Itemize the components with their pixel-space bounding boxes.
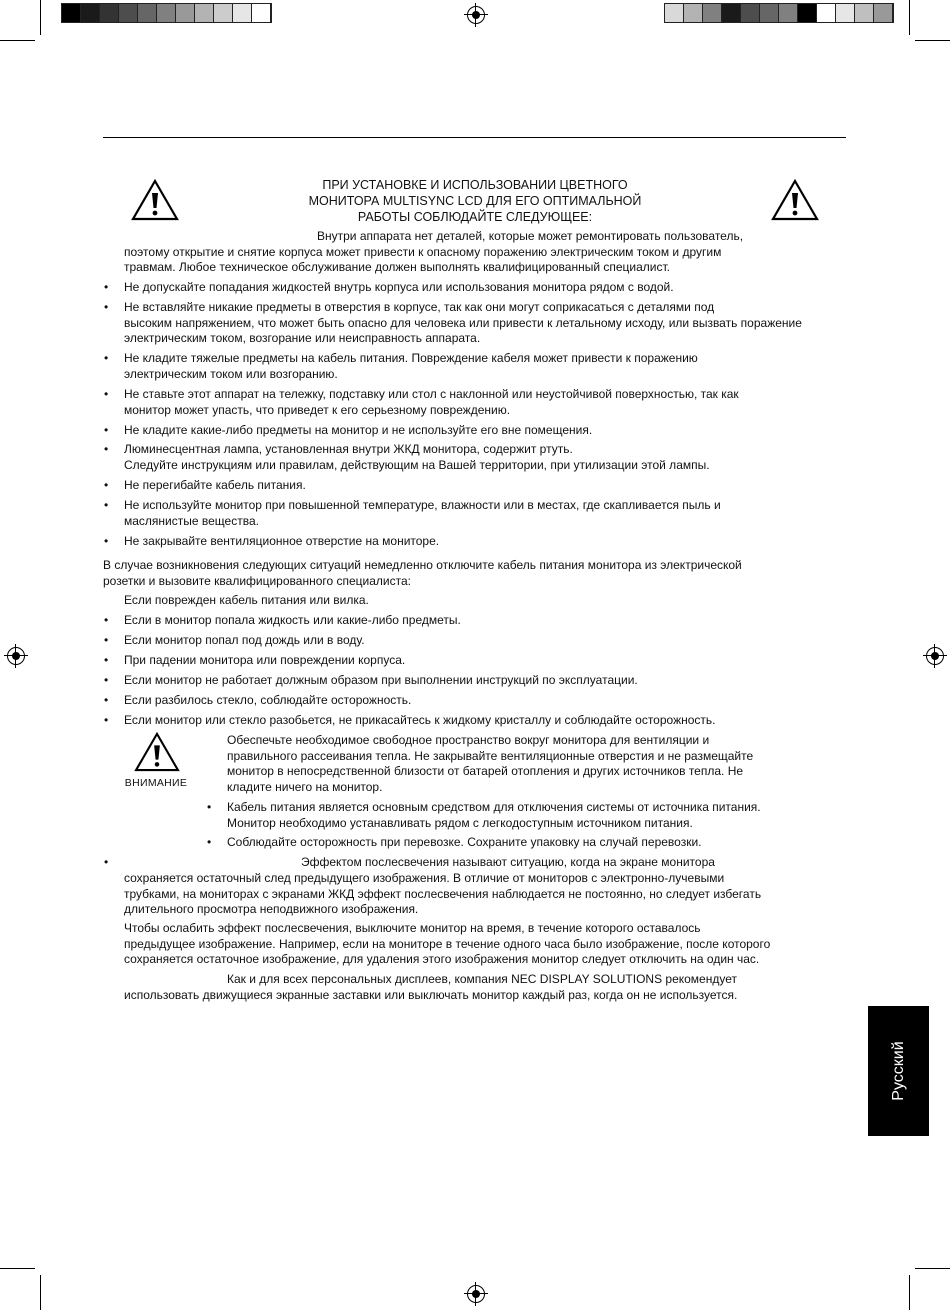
page-title: ПРИ УСТАНОВКЕ И ИСПОЛЬЗОВАНИИ ЦВЕТНОГО МОНИТОРА MULTISYNC LCD ДЛЯ ЕГО ОПТИМАЛЬНОЙ РАБОТЫ СОБЛЮДАЙТЕ СЛЕДУЮЩЕЕ:	[308, 178, 642, 224]
bullet-dot: •	[104, 280, 109, 294]
crop-mark	[909, 1275, 910, 1310]
crop-mark	[0, 40, 35, 41]
bullet-dot: •	[104, 442, 109, 456]
bullet-dot: •	[104, 351, 109, 365]
color-calibration-strip-left	[61, 3, 272, 23]
language-tab-label: Русский	[889, 1041, 907, 1101]
warning-triangle-icon	[134, 732, 180, 772]
intro-line: Внутри аппарата нет деталей, которые может ремонтировать пользователь,	[317, 229, 744, 243]
color-swatch	[233, 4, 252, 22]
afterimage-line: Эффектом послесвечения называют ситуацию, когда на экране монитора	[301, 855, 715, 869]
color-swatch	[138, 4, 157, 22]
color-swatch	[874, 4, 893, 22]
color-swatch	[157, 4, 176, 22]
color-swatch	[176, 4, 195, 22]
color-swatch	[62, 4, 81, 22]
caution-item: Соблюдайте осторожность при перевозке. Сохраните упаковку на случай перевозки.	[227, 835, 702, 849]
warning-triangle-icon	[771, 179, 819, 221]
header-rule	[103, 137, 846, 138]
emergency-item: Если монитор или стекло разобьется, не прикасайтесь к жидкому кристаллу и соблюдайте осторожность.	[124, 713, 716, 727]
bullet-dot: •	[104, 300, 109, 314]
list-item: Не допускайте попадания жидкостей внутрь корпуса или использования монитора рядом с водой.	[124, 280, 674, 294]
emergency-paragraph: В случае возникновения следующих ситуаций немедленно отключите кабель питания монитора из электрической розетки и вызовите квалифицированного специалиста:	[103, 558, 742, 588]
intro-line: травмам. Любое техническое обслуживание должен выполнять квалифицированный специалист.	[124, 260, 670, 274]
color-swatch	[798, 4, 817, 22]
color-swatch	[665, 4, 684, 22]
color-swatch	[100, 4, 119, 22]
color-swatch	[836, 4, 855, 22]
bullet-dot: •	[104, 653, 109, 667]
list-item: Не кладите тяжелые предметы на кабель питания. Повреждение кабеля может привести к поражению электрическим током или возгоранию.	[124, 351, 698, 381]
color-swatch	[703, 4, 722, 22]
crop-mark	[915, 40, 950, 41]
bullet-dot: •	[207, 800, 212, 814]
crop-mark	[909, 0, 910, 35]
color-swatch	[195, 4, 214, 22]
afterimage-line: использовать движущиеся экранные заставки или выключать монитор каждый раз, когда он не используется.	[124, 988, 738, 1002]
color-swatch	[855, 4, 874, 22]
warning-triangle-icon	[131, 179, 179, 221]
emergency-item: Если в монитор попала жидкость или какие-либо предметы.	[124, 613, 461, 627]
color-swatch	[722, 4, 741, 22]
bullet-dot: •	[104, 387, 109, 401]
list-item: Не используйте монитор при повышенной температуре, влажности или в местах, где скапливается пыль и маслянистые вещества.	[124, 498, 721, 528]
bullet-dot: •	[104, 673, 109, 687]
registration-mark-icon	[926, 647, 944, 665]
registration-mark-icon	[7, 647, 25, 665]
afterimage-paragraph: Чтобы ослабить эффект послесвечения, выключите монитор на время, в течение которого оставалось предыдущее изображение. Например, если на мониторе в течение одного часа было изображение, после которого сохраняется остаточное изображение, для удаления этого изображения монитор следует отключить на один час.	[124, 921, 771, 966]
emergency-item: Если поврежден кабель питания или вилка.	[124, 593, 369, 607]
color-swatch	[252, 4, 271, 22]
bullet-dot: •	[104, 713, 109, 727]
color-swatch	[81, 4, 100, 22]
color-swatch	[214, 4, 233, 22]
emergency-item: Если монитор не работает должным образом при выполнении инструкций по эксплуатации.	[124, 673, 638, 687]
list-item: Не вставляйте никакие предметы в отверстия в корпусе, так как они могут соприкасаться с деталями под высоким напряжением, что может быть опасно для человека или привести к летальному исходу, или вызвать поражение электрическим током, возгорание или неисправность аппарата.	[124, 300, 802, 345]
bullet-dot: •	[104, 613, 109, 627]
bullet-dot: •	[104, 855, 109, 869]
color-swatch	[817, 4, 836, 22]
crop-mark	[40, 0, 41, 35]
bullet-dot: •	[104, 693, 109, 707]
registration-mark-icon	[467, 6, 485, 24]
intro-line: поэтому открытие и снятие корпуса может привести к опасному поражению электрическим током и другим	[124, 245, 722, 259]
list-item: Не ставьте этот аппарат на тележку, подставку или стол с наклонной или неустойчивой поверхностью, так как монитор может упасть, что приведет к его серьезному повреждению.	[124, 387, 739, 417]
bullet-dot: •	[104, 534, 109, 548]
list-item: Не закрывайте вентиляционное отверстие на мониторе.	[124, 534, 440, 548]
crop-mark	[915, 1268, 950, 1269]
bullet-dot: •	[104, 633, 109, 647]
color-swatch	[741, 4, 760, 22]
crop-mark	[40, 1275, 41, 1310]
color-swatch	[760, 4, 779, 22]
registration-mark-icon	[467, 1285, 485, 1303]
afterimage-line: Как и для всех персональных дисплеев, компания NEC DISPLAY SOLUTIONS рекомендует	[227, 972, 737, 986]
list-item: Не кладите какие-либо предметы на монитор и не используйте его вне помещения.	[124, 423, 593, 437]
caution-paragraph: Обеспечьте необходимое свободное пространство вокруг монитора для вентиляции и правильного рассеивания тепла. Не закрывайте вентиляционные отверстия и не размещайте монитор в непосредственной близости от батарей отопления и других источников тепла. Не кладите ничего на монитор.	[227, 733, 754, 794]
color-swatch	[119, 4, 138, 22]
caution-label: ВНИМАНИЕ	[124, 777, 188, 789]
caution-item: Кабель питания является основным средством для отключения системы от источника питания. Монитор необходимо устанавливать рядом с легкодоступным источником питания.	[227, 800, 761, 830]
afterimage-paragraph: сохраняется остаточный след предыдущего изображения. В отличие от мониторов с электронно-лучевыми трубками, на мониторах с экранами ЖКД эффект послесвечения наблюдается не постоянно, но следует избегать длительного просмотра неподвижного изображения.	[124, 871, 762, 916]
emergency-item: При падении монитора или повреждении корпуса.	[124, 653, 406, 667]
color-swatch	[779, 4, 798, 22]
bullet-dot: •	[207, 835, 212, 849]
color-calibration-strip-right	[664, 3, 894, 23]
emergency-item: Если разбилось стекло, соблюдайте осторожность.	[124, 693, 412, 707]
emergency-item: Если монитор попал под дождь или в воду.	[124, 633, 365, 647]
list-item: Не перегибайте кабель питания.	[124, 478, 306, 492]
color-swatch	[684, 4, 703, 22]
language-tab	[868, 1006, 929, 1136]
crop-mark	[0, 1268, 35, 1269]
bullet-dot: •	[104, 478, 109, 492]
list-item: Люминесцентная лампа, установленная внутри ЖКД монитора, содержит ртуть. Следуйте инструкциям или правилам, действующим на Вашей территории, при утилизации этой лампы.	[124, 442, 710, 472]
bullet-dot: •	[104, 423, 109, 437]
bullet-dot: •	[104, 498, 109, 512]
